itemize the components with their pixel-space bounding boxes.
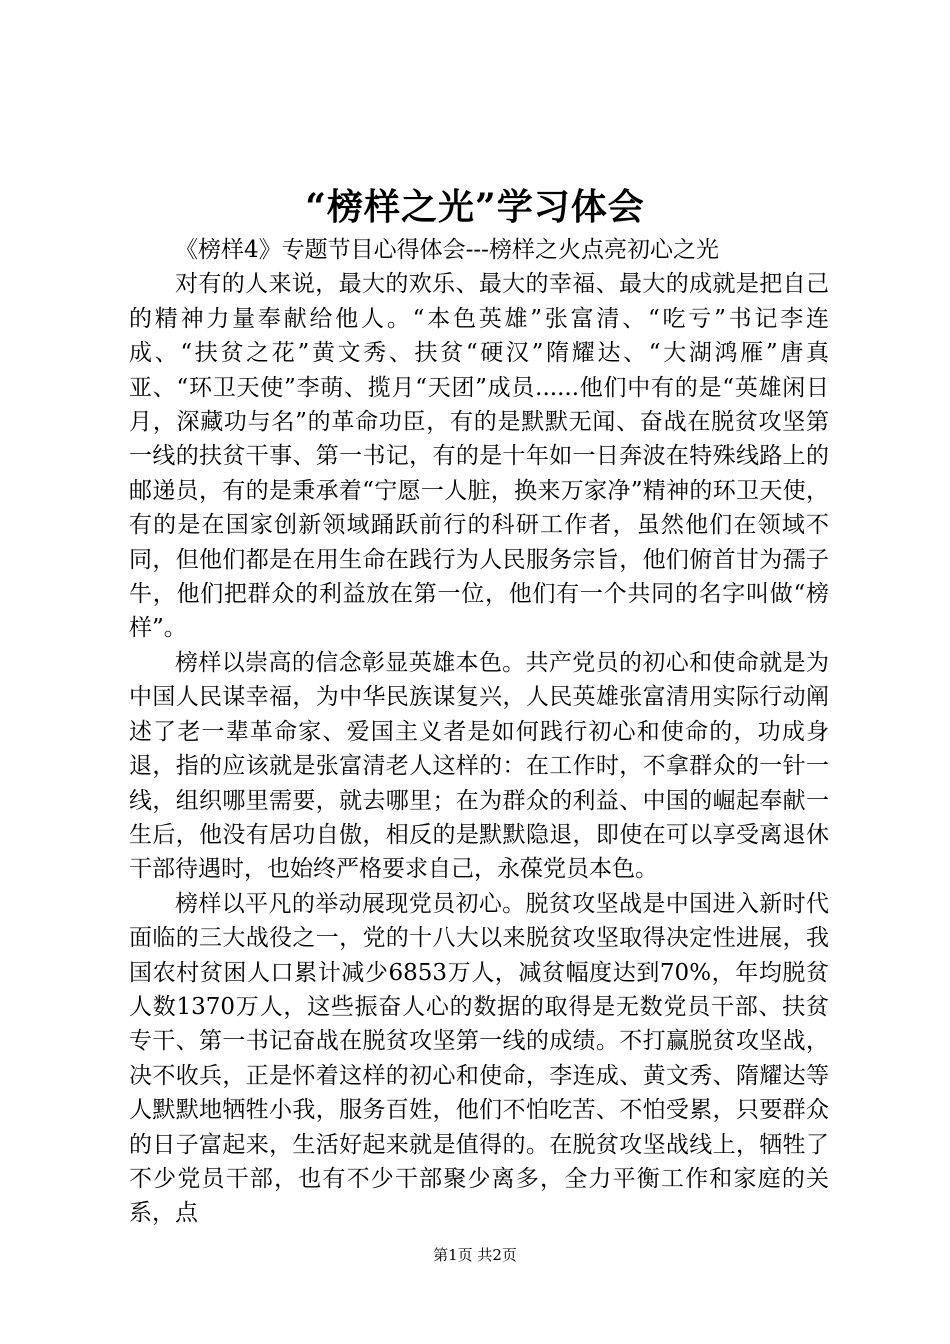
paragraph: 对有的人来说，最大的欢乐、最大的幸福、最大的成就是把自己的精神力量奉献给他人。“本色英雄”张富清、“吃亏”书记李连成、“扶贫之花”黄文秀、扶贫“硬汉”隋耀达、“大湖鸿雁”唐真亚、“环卫天使”李萌、揽月“天团”成员......他们中有的是“英雄闲日月，深藏功与名”的革命功臣，有的是默默无闻、奋战在脱贫攻坚第一线的扶贫干事、第一书记，有的是十年如一日奔波在特殊线路上的邮递员，有的是秉承着“宁愿一人脏，换来万家净”精神的环卫天使，有的是在国家创新领域踊跃前行的科研工作者，虽然他们在领域不同，但他们都是在用生命在践行为人民服务宗旨，他们俯首甘为孺子牛，他们把群众的利益放在第一位，他们有一个共同的名字叫做“榜样”。: [129, 271, 829, 642]
page-footer: 第1页 共2页: [433, 1246, 517, 1264]
document-body: [129, 233, 829, 1231]
document-title: “榜样之光”学习体会: [305, 186, 645, 228]
paragraph: 榜样以崇高的信念彰显英雄本色。共产党员的初心和使命就是为中国人民谋幸福，为中华民族谋复兴，人民英雄张富清用实际行动阐述了老一辈革命家、爱国主义者是如何践行初心和使命的，功成身退，指的应该就是张富清老人这样的：在工作时，不拿群众的一针一线，组织哪里需要，就去哪里；在为群众的利益、中国的崛起奉献一生后，他没有居功自傲，相反的是默默隐退，即使在可以享受离退休干部待遇时，也始终严格要求自己，永葆党员本色。: [129, 649, 829, 883]
subtitle-line: 《榜样4》专题节目心得体会---榜样之火点亮初心之光: [175, 237, 719, 263]
paragraph: 榜样以平凡的举动展现党员初心。脱贫攻坚战是中国进入新时代面临的三大战役之一，党的十八大以来脱贫攻坚取得决定性进展，我国农村贫困人口累计减少6853万人，减贫幅度达到70%，年均脱贫人数1370万人，这些振奋人心的数据的取得是无数党员干部、扶贫专干、第一书记奋战在脱贫攻坚第一线的成绩。不打赢脱贫攻坚战，决不收兵，正是怀着这样的初心和使命，李连成、黄文秀、隋耀达等人默默地牺牲小我，服务百姓，他们不怕吃苦、不怕受累，只要群众的日子富起来，生活好起来就是值得的。在脱贫攻坚战线上，牺牲了不少党员干部，也有不少干部聚少离多，全力平衡工作和家庭的关系，点: [129, 890, 829, 1227]
